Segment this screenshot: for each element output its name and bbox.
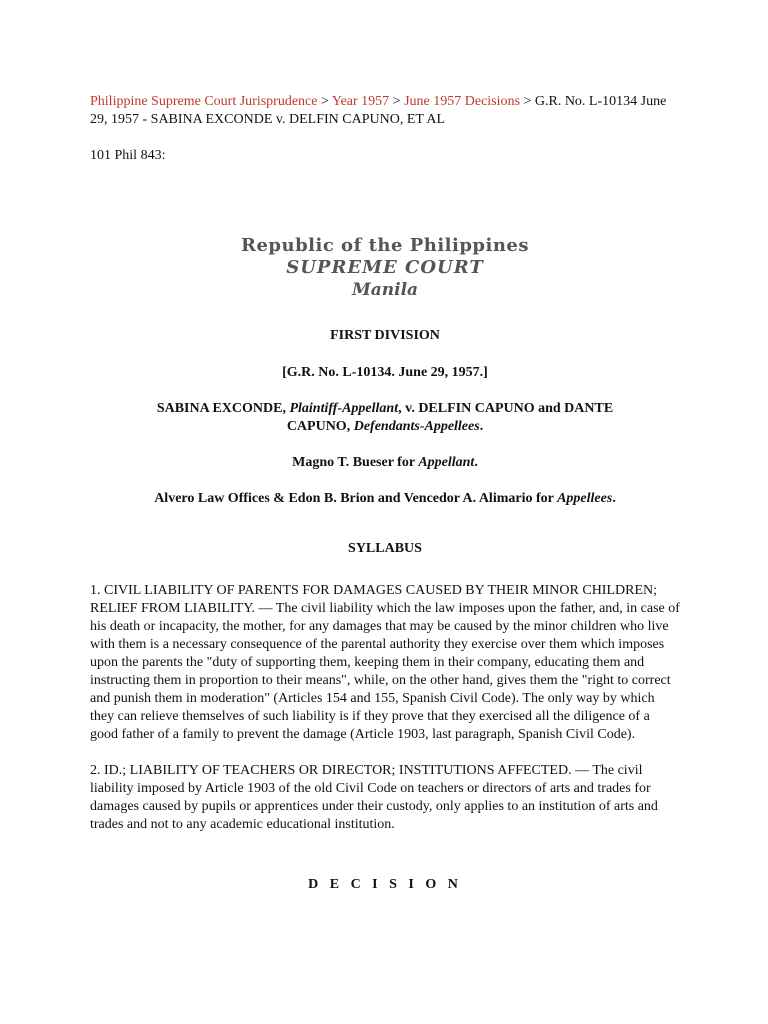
counsel-appellees-name: Alvero Law Offices & Edon B. Brion and Vencedor A. Alimario for: [154, 491, 558, 506]
breadcrumb-link-year[interactable]: Year 1957: [331, 94, 390, 109]
document-page: [90, 93, 680, 894]
division-heading: FIRST DIVISION: [330, 328, 440, 343]
defendant-names: , v. DELFIN CAPUNO and DANTE CAPUNO,: [286, 401, 614, 434]
court-header-court: SUPREME COURT: [286, 257, 484, 278]
case-number: [G.R. No. L-10134. June 29, 1957.]: [282, 365, 488, 380]
breadcrumb-separator: >: [389, 94, 405, 109]
defendant-role: Defendants-Appellees: [353, 419, 480, 434]
syllabus-paragraph-1: 1. CIVIL LIABILITY OF PARENTS FOR DAMAGES CAUSED BY THEIR MINOR CHILDREN; RELIEF FROM LIABILITY. — The civil liability which the law imposes upon the father, and, in case of his death or incapacity, the mother, for any damages that may be caused by the minor children who live with them is a necessary consequence of the parental authority they exercise over them which imposes upon the parents the "duty of supporting them, keeping them in their company, educating them and instructing them in proportion to their means", while, on the other hand, gives them the "right to correct and punish them in moderation" (Articles 154 and 155, Spanish Civil Code). The only way by which they can relieve themselves of such liability is if they prove that they exercised all the diligence of a good father of a family to prevent the damage (Article 1903, last paragraph, Spanish Civil Code).: [90, 583, 680, 742]
breadcrumb-current: > G.R. No. L-10134 June 29, 1957 - SABINA EXCONDE v. DELFIN CAPUNO, ET AL: [90, 94, 667, 127]
plaintiff-role: Plaintiff-Appellant: [289, 401, 399, 416]
decision-heading: D E C I S I O N: [308, 877, 462, 892]
counsel-appellant-end: .: [474, 455, 478, 470]
breadcrumb-link-month[interactable]: June 1957 Decisions: [404, 94, 520, 109]
counsel-appellees: [90, 490, 680, 508]
court-header: [90, 235, 680, 301]
court-header-city: Manila: [351, 280, 419, 300]
counsel-appellees-role: Appellees: [557, 491, 613, 506]
breadcrumb-separator: >: [317, 94, 332, 109]
syllabus-paragraph-2: 2. ID.; LIABILITY OF TEACHERS OR DIRECTOR; INSTITUTIONS AFFECTED. — The civil liability imposed by Article 1903 of the old Civil Code on teachers or directors of arts and trades for damages caused by pupils or apprentices under their custody, only applies to an institution of arts and trades and not to any academic educational institution.: [90, 763, 658, 832]
court-header-republic: Republic of the Philippines: [240, 235, 530, 256]
citation: 101 Phil 843:: [90, 148, 166, 163]
breadcrumb-link-jurisprudence[interactable]: Philippine Supreme Court Jurisprudence: [90, 94, 318, 109]
plaintiff-name: SABINA EXCONDE,: [156, 401, 290, 416]
counsel-appellant-role: Appellant: [418, 455, 475, 470]
counsel-appellees-end: .: [612, 491, 616, 506]
parties-end: .: [479, 419, 484, 434]
case-parties: [90, 400, 680, 436]
counsel-appellant-name: Magno T. Bueser for: [292, 455, 419, 470]
syllabus-heading: SYLLABUS: [348, 541, 422, 556]
breadcrumb: [90, 93, 680, 129]
counsel-appellant: [90, 454, 680, 472]
